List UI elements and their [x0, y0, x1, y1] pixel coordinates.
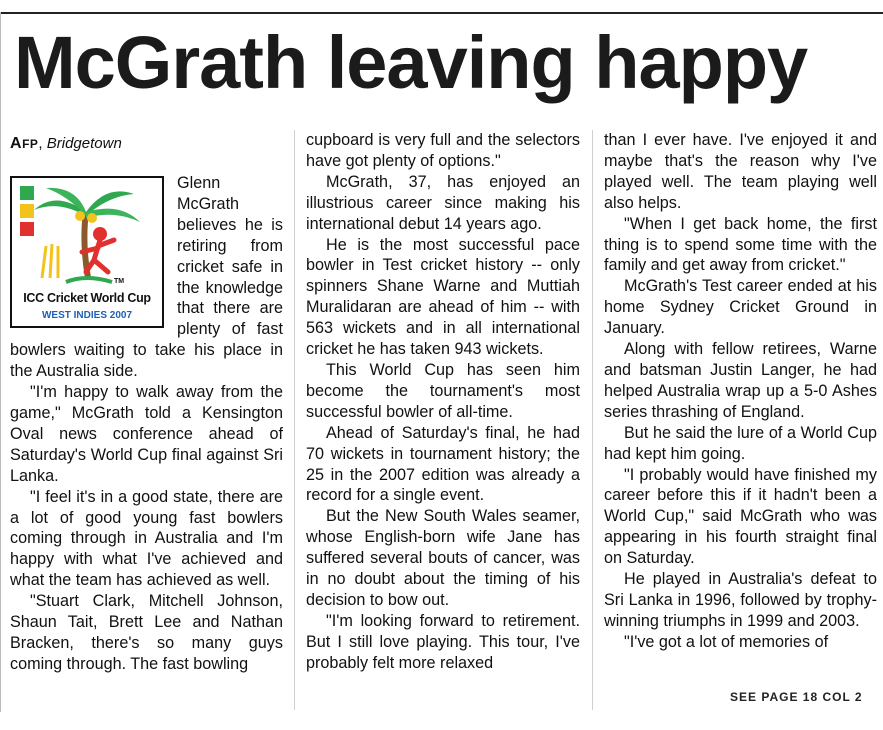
byline-place: Bridgetown — [46, 135, 122, 152]
paragraph: "I'm happy to walk away from the game," McGrath told a Kensington Oval news conference ahead of Saturday's World Cup final against Sri Lanka. — [10, 383, 283, 485]
continuation-note[interactable]: SEE PAGE 18 COL 2 — [730, 690, 863, 704]
paragraph: Along with fellow retirees, Warne and batsman Justin Langer, he had helped Australia wrap up a 5-0 Ashes series thrashing of England. — [604, 340, 877, 421]
logo-subtitle: WEST INDIES 2007 — [41, 310, 133, 321]
paragraph: Ahead of Saturday's final, he had 70 wickets in tournament history; the 25 in the 2007 edition was already a record for a single event. — [306, 423, 580, 505]
paragraph: He is the most successful pace bowler in Test cricket history -- only spinners Shane Warne and Muttiah Muralidaran are ahead of him -- with 563 wickets and in all international cricket he has taken 943 wickets. — [306, 235, 580, 359]
paragraph: But he said the lure of a World Cup had kept him going. — [604, 423, 877, 463]
logo-title: ICC Cricket World Cup — [23, 291, 151, 305]
paragraph: McGrath's Test career ended at his home Sydney Cricket Ground in January. — [604, 277, 877, 338]
paragraph: "I've got a lot of memories of — [624, 632, 829, 651]
left-rule — [0, 12, 1, 712]
world-cup-logo — [10, 176, 164, 328]
article-column-3 — [604, 130, 877, 653]
paragraph: "I'm looking forward to retirement. But I still love playing. This tour, I've probably felt more relaxed — [306, 611, 580, 672]
paragraph: cupboard is very full and the selectors have got plenty of options." — [306, 131, 580, 170]
paragraph: "I feel it's in a good state, there are a lot of good young fast bowlers coming through in Australia and I'm happy with what I've achieved and what the team has achieved as well. — [10, 487, 283, 590]
paragraph: "Stuart Clark, Mitchell Johnson, Shaun Tait, Brett Lee and Nathan Bracken, there's so many guys coming through. The fast bowling — [10, 592, 283, 673]
article-column-2 — [306, 130, 580, 674]
paragraph: This World Cup has seen him become the tournament's most successful bowler of all-time. — [306, 360, 580, 421]
palm-tree-mascot-icon — [16, 182, 154, 286]
column-divider — [592, 130, 593, 710]
paragraph: than I ever have. I've enjoyed it and maybe that's the reason why I've played well. The team playing well also helps. — [604, 131, 877, 212]
paragraph: McGrath, 37, has enjoyed an illustrious career since making his international debut 14 years ago. — [306, 172, 580, 233]
paragraph: Glenn McGrath believes he is retiring from cricket safe in the knowledge that there are plenty of fast bowlers waiting to take his place in the Australia side. — [10, 174, 283, 381]
paragraph: "When I get back home, the first thing is to spend some time with the family and get away from cricket." — [604, 214, 877, 275]
article-column-1 — [10, 130, 283, 675]
paragraph: But the New South Wales seamer, whose English-born wife Jane has suffered several bouts of cancer, was in no doubt about the timing of his decision to bow out. — [306, 507, 580, 609]
headline: McGrath leaving happy — [14, 21, 808, 104]
paragraph: He played in Australia's defeat to Sri Lanka in 1996, followed by trophy-winning triumphs in 1999 and 2003. — [604, 570, 877, 630]
paragraph: "I probably would have finished my career before this if it hadn't been a World Cup," said McGrath who was appearing in his fourth straight final on Saturday. — [604, 465, 877, 568]
column-divider — [294, 130, 295, 710]
byline-agency: AFP — [10, 135, 39, 152]
logo-trademark: TM — [114, 278, 125, 285]
byline: AFP, Bridgetown — [10, 135, 122, 152]
